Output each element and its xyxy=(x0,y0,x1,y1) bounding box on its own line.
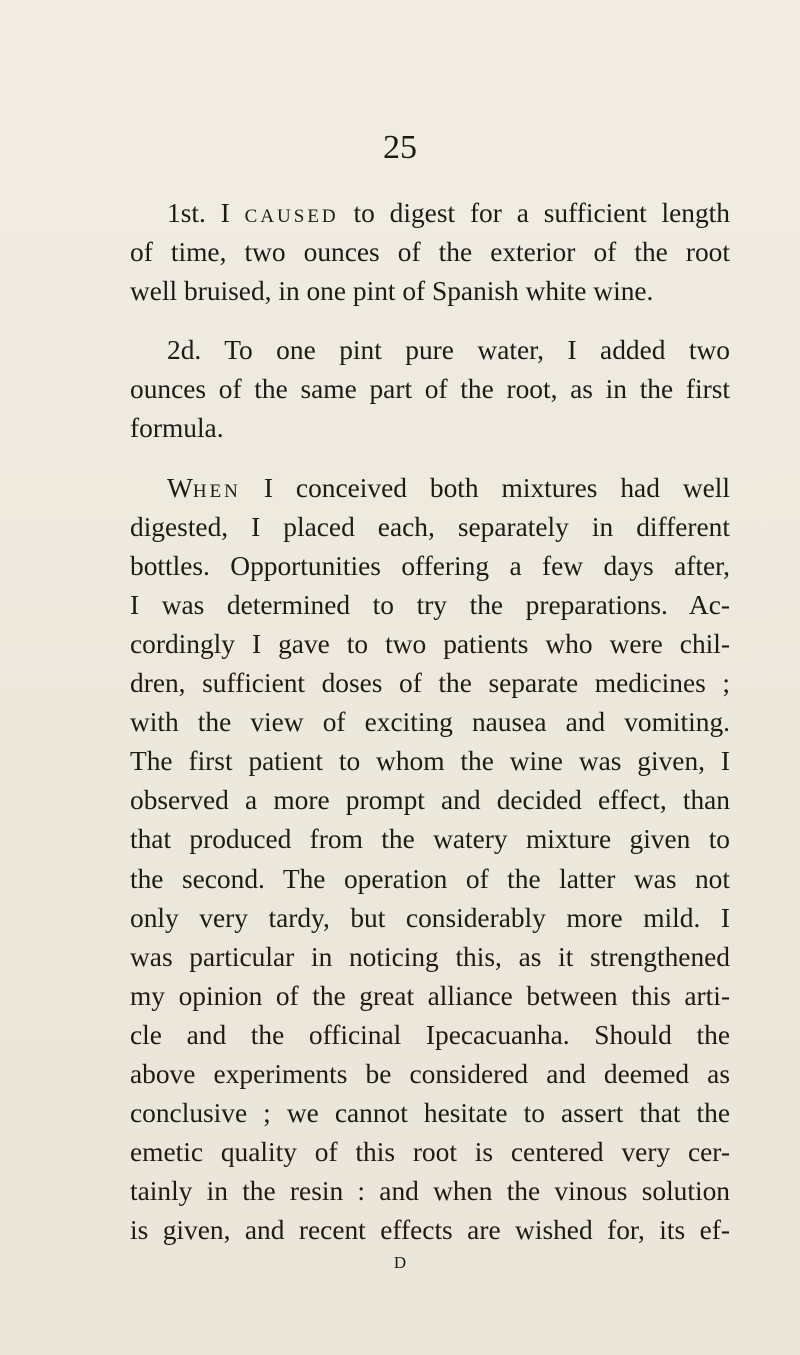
text-line: well bruised, in one pint of Spanish white wine. xyxy=(130,276,654,307)
text-line: observed a more prompt and decided effect, than xyxy=(130,785,730,816)
body-text xyxy=(130,194,730,1250)
paragraph-3 xyxy=(130,469,730,1251)
text-line: is given, and recent effects are wished for, its ef- xyxy=(130,1215,730,1246)
text-line: my opinion of the great alliance between this arti- xyxy=(130,980,730,1011)
text-line: cle and the officinal Ipecacuanha. Should the xyxy=(130,1019,730,1050)
text-line: tainly in the resin : and when the vinous solution xyxy=(130,1176,730,1207)
signature-mark: D xyxy=(393,1253,407,1272)
text-line: cordingly I gave to two patients who were chil- xyxy=(130,628,730,659)
text-line: was particular in noticing this, as it strengthened xyxy=(130,941,730,972)
text-line: 1st. I caused to digest for a sufficient length xyxy=(167,198,730,228)
text-line: 2d. To one pint pure water, I added two xyxy=(167,335,730,366)
paragraph-1 xyxy=(130,194,730,311)
text-line: I was determined to try the preparations. Ac- xyxy=(130,589,730,620)
text-line: digested, I placed each, separately in different xyxy=(130,511,730,542)
text-line: above experiments be considered and deemed as xyxy=(130,1058,730,1089)
text-line: bottles. Opportunities offering a few days after, xyxy=(130,550,730,581)
text-line: When I conceived both mixtures had well xyxy=(167,472,730,503)
paragraph-2 xyxy=(130,331,730,448)
text-line: conclusive ; we cannot hesitate to assert that the xyxy=(130,1098,730,1129)
text-line: dren, sufficient doses of the separate medicines ; xyxy=(130,668,730,699)
text-line: with the view of exciting nausea and vomiting. xyxy=(130,707,730,738)
text-line: The first patient to whom the wine was given, I xyxy=(130,746,730,777)
text-line: of time, two ounces of the exterior of the root xyxy=(130,237,730,268)
text-line: ounces of the same part of the root, as in the first xyxy=(130,374,730,405)
page-number: 25 xyxy=(383,129,417,166)
text-line: emetic quality of this root is centered very cer- xyxy=(130,1137,730,1168)
text-line: that produced from the watery mixture given to xyxy=(130,824,730,855)
text-line: only very tardy, but considerably more mild. I xyxy=(130,902,730,933)
text-line: the second. The operation of the latter was not xyxy=(130,863,730,894)
text-line: formula. xyxy=(130,413,224,444)
